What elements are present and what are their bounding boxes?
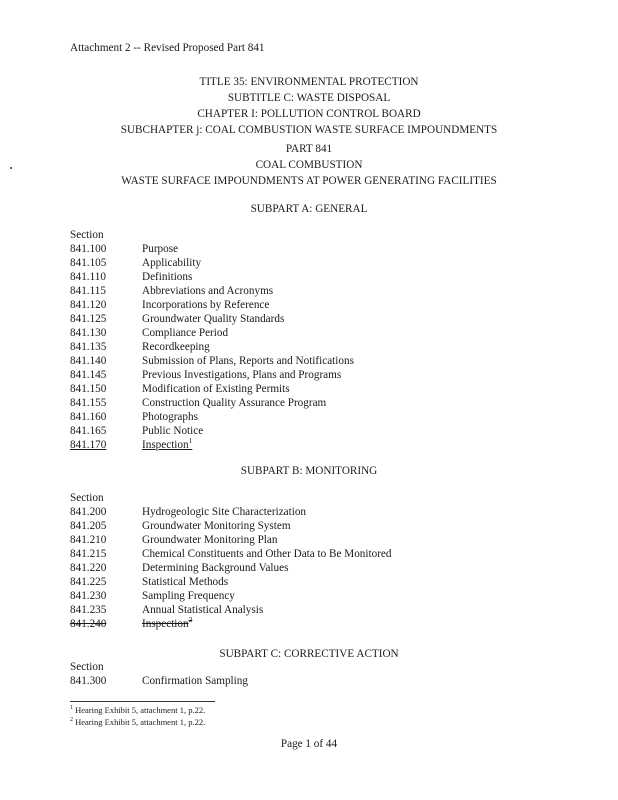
- title-block: [0, 74, 618, 138]
- footnote-divider: [70, 701, 215, 702]
- section-number: 841.165: [70, 425, 107, 437]
- table-row: [70, 284, 550, 298]
- section-name: Groundwater Monitoring System: [142, 520, 291, 532]
- table-row: [70, 298, 550, 312]
- section-number: 841.115: [70, 285, 106, 297]
- section-number: 841.135: [70, 341, 107, 353]
- section-name: Annual Statistical Analysis: [142, 604, 264, 616]
- section-name-text: Inspection: [142, 618, 189, 630]
- section-name: Sampling Frequency: [142, 590, 235, 602]
- section-name: Chemical Constituents and Other Data to Be Monitored: [142, 548, 392, 560]
- table-row: [70, 505, 550, 519]
- section-number: 841.140: [70, 355, 107, 367]
- section-number: 841.205: [70, 520, 107, 532]
- section-number: 841.100: [70, 243, 107, 255]
- page-number: Page 1 of 44: [280, 738, 338, 750]
- subchapter-line: SUBCHAPTER j: COAL COMBUSTION WASTE SURFACE IMPOUNDMENTS: [120, 124, 498, 136]
- table-row: [70, 589, 550, 603]
- section-number: 841.300: [70, 675, 107, 687]
- section-number: 841.155: [70, 397, 107, 409]
- footnote: [70, 716, 205, 728]
- section-number: 841.230: [70, 590, 107, 602]
- section-name: Recordkeeping: [142, 341, 210, 353]
- section-number: 841.170: [70, 439, 107, 451]
- section-name: Photographs: [142, 411, 198, 423]
- chapter-line: CHAPTER I: POLLUTION CONTROL BOARD: [197, 108, 421, 120]
- section-name: Purpose: [142, 243, 179, 255]
- part-number: PART 841: [285, 143, 333, 155]
- table-row: [70, 575, 550, 589]
- section-name-text: Inspection: [142, 439, 189, 451]
- table-row: [70, 242, 550, 256]
- subtitle-line: SUBTITLE C: WASTE DISPOSAL: [227, 92, 391, 104]
- section-label: Section: [70, 492, 104, 504]
- section-name: Public Notice: [142, 425, 204, 437]
- section-number: 841.125: [70, 313, 107, 325]
- table-row: [70, 438, 550, 452]
- section-name: [142, 617, 192, 631]
- section-number: 841.130: [70, 327, 107, 339]
- section-name: Hydrogeologic Site Characterization: [142, 506, 307, 518]
- section-name: Confirmation Sampling: [142, 675, 248, 687]
- part-block: [0, 141, 618, 189]
- footnote: [70, 704, 205, 716]
- subpart-b-heading: SUBPART B: MONITORING: [240, 465, 378, 477]
- section-number: 841.160: [70, 411, 107, 423]
- table-row: [70, 424, 550, 438]
- section-number: 841.105: [70, 257, 107, 269]
- title-line: TITLE 35: ENVIRONMENTAL PROTECTION: [199, 76, 419, 88]
- section-number: 841.240: [70, 618, 107, 630]
- section-name: [142, 438, 192, 452]
- subpart-b-section-list: [70, 491, 550, 631]
- section-number: 841.225: [70, 576, 107, 588]
- part-title-line-1: COAL COMBUSTION: [255, 159, 363, 171]
- table-row: [70, 396, 550, 410]
- table-row: [70, 410, 550, 424]
- table-row: [70, 603, 550, 617]
- footnote-mark: 2: [70, 717, 73, 723]
- section-number: 841.215: [70, 548, 107, 560]
- table-row: [70, 312, 550, 326]
- section-name: Statistical Methods: [142, 576, 229, 588]
- subpart-a-heading: SUBPART A: GENERAL: [250, 203, 368, 215]
- section-name: Construction Quality Assurance Program: [142, 397, 327, 409]
- subpart-a-section-list: [70, 228, 550, 452]
- section-name: Incorporations by Reference: [142, 299, 270, 311]
- part-title-line-2: WASTE SURFACE IMPOUNDMENTS AT POWER GENERATING FACILITIES: [121, 175, 497, 187]
- section-number: 841.110: [70, 271, 106, 283]
- table-row: [70, 519, 550, 533]
- section-number: 841.210: [70, 534, 107, 546]
- table-row: [70, 368, 550, 382]
- table-row: [70, 270, 550, 284]
- section-label: Section: [70, 229, 104, 241]
- table-row: [70, 533, 550, 547]
- attachment-header: Attachment 2 -- Revised Proposed Part 841: [70, 42, 265, 54]
- footnote-text: Hearing Exhibit 5, attachment 1, p.22.: [75, 705, 206, 715]
- footnote-text: Hearing Exhibit 5, attachment 1, p.22.: [75, 717, 206, 727]
- section-number: 841.235: [70, 604, 107, 616]
- subpart-c-heading: SUBPART C: CORRECTIVE ACTION: [219, 648, 399, 660]
- footnotes: [70, 704, 205, 728]
- section-number: 841.120: [70, 299, 107, 311]
- footnote-ref: 2: [188, 615, 193, 624]
- table-row: [70, 354, 550, 368]
- section-name: Submission of Plans, Reports and Notifications: [142, 355, 354, 367]
- section-name: Applicability: [142, 257, 202, 269]
- section-name: Modification of Existing Permits: [142, 383, 290, 395]
- section-number: 841.200: [70, 506, 107, 518]
- table-row: [70, 547, 550, 561]
- table-row: [70, 326, 550, 340]
- section-name: Previous Investigations, Plans and Programs: [142, 369, 342, 381]
- table-row: [70, 561, 550, 575]
- footnote-ref: 1: [188, 436, 193, 445]
- section-number: 841.220: [70, 562, 107, 574]
- section-name: Determining Background Values: [142, 562, 289, 574]
- section-label: Section: [70, 661, 104, 673]
- table-row: [70, 674, 550, 688]
- subpart-c-section-list: [70, 660, 550, 688]
- table-row: [70, 340, 550, 354]
- section-number: 841.150: [70, 383, 107, 395]
- section-name: Definitions: [142, 271, 193, 283]
- section-number: 841.145: [70, 369, 107, 381]
- section-name: Abbreviations and Acronyms: [142, 285, 274, 297]
- section-name: Groundwater Monitoring Plan: [142, 534, 278, 546]
- table-row: [70, 382, 550, 396]
- section-name: Groundwater Quality Standards: [142, 313, 285, 325]
- section-name: Compliance Period: [142, 327, 229, 339]
- table-row: [70, 617, 550, 631]
- table-row: [70, 256, 550, 270]
- footnote-mark: 1: [70, 705, 73, 711]
